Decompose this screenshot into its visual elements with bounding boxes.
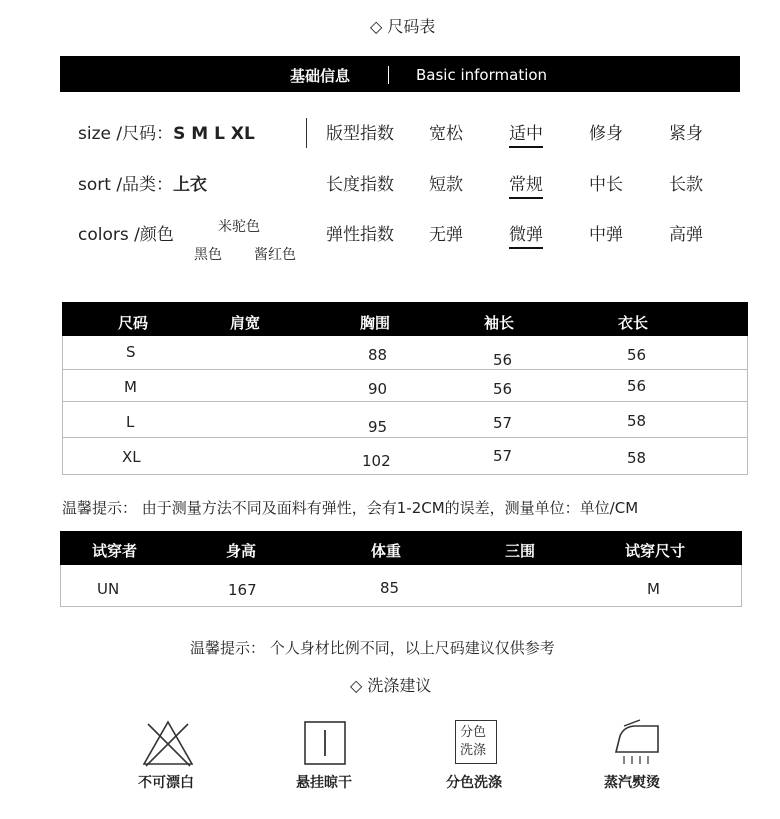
row-divider [62, 369, 748, 370]
fit-option: 紧身 [669, 124, 703, 144]
fit-option: 宽松 [429, 124, 463, 144]
length-option: 短款 [429, 175, 463, 195]
separate-wash-icon [455, 720, 497, 764]
table-cell: 56 [627, 377, 647, 395]
info-divider [306, 118, 307, 148]
table-cell: UN [97, 580, 120, 598]
header-length: 衣长 [618, 314, 649, 332]
care-label: 分色洗涤 [446, 775, 502, 791]
header-shoulder: 肩宽 [230, 314, 261, 332]
sort-info [78, 170, 207, 195]
basic-info-bar [60, 56, 740, 92]
basic-info-en: Basic information [416, 66, 548, 84]
elastic-option: 无弹 [429, 225, 463, 245]
sort-value: 上衣 [173, 175, 208, 195]
elastic-option: 高弹 [669, 225, 703, 245]
care-label: 不可漂白 [138, 775, 194, 791]
size-info [78, 119, 255, 144]
length-option: 长款 [669, 175, 703, 195]
length-index-label: 长度指数 [326, 175, 394, 195]
header-height: 身高 [226, 542, 257, 560]
table-cell: 57 [493, 447, 513, 465]
header-size: 尺码 [118, 314, 149, 332]
elastic-option: 中弹 [589, 225, 623, 245]
try-table-body [60, 565, 742, 607]
measurement-note: 温馨提示： 由于测量方法不同及面料有弹性，会有1-2CM的误差，测量单位：单位/CM [62, 499, 639, 517]
table-cell: 58 [627, 449, 647, 467]
table-cell: 88 [368, 346, 388, 364]
table-cell: 102 [362, 452, 391, 470]
table-cell: XL [122, 448, 141, 466]
try-table-header [60, 531, 742, 565]
fit-option: 修身 [589, 124, 623, 144]
header-try-size: 试穿尺寸 [625, 542, 686, 560]
header-weight: 体重 [371, 542, 402, 560]
row-divider [62, 437, 748, 438]
care-label: 蒸汽熨烫 [604, 775, 660, 791]
header-sleeve: 袖长 [484, 314, 515, 332]
size-table-header [62, 302, 748, 336]
hang-dry-icon [303, 720, 347, 766]
sort-label: sort /品类： [78, 175, 174, 195]
color-item: 米驼色 [218, 219, 260, 235]
body-proportion-note: 温馨提示： 个人身材比例不同，以上尺码建议仅供参考 [190, 639, 555, 657]
basic-info-divider [388, 66, 389, 84]
length-option: 中长 [589, 175, 623, 195]
table-cell: L [126, 413, 135, 431]
fit-index-label: 版型指数 [326, 124, 394, 144]
table-cell: 58 [627, 412, 647, 430]
no-bleach-icon [140, 718, 196, 768]
table-cell: M [124, 378, 137, 396]
table-cell: 167 [228, 581, 257, 599]
table-cell: S [126, 343, 136, 361]
elastic-option-selected: 微弹 [509, 220, 543, 249]
care-label: 悬挂晾干 [296, 775, 352, 791]
basic-info-zh: 基础信息 [290, 67, 351, 85]
size-value: S M L XL [173, 124, 255, 144]
elastic-index-label: 弹性指数 [326, 225, 394, 245]
table-cell: 56 [627, 346, 647, 364]
table-cell: 95 [368, 418, 388, 436]
colors-label: colors /颜色 [78, 225, 174, 245]
header-measurements: 三围 [505, 542, 536, 560]
table-cell: 56 [493, 380, 513, 398]
size-chart-title: ◇ 尺码表 [370, 17, 436, 36]
table-cell: 57 [493, 414, 513, 432]
wash-title: ◇ 洗涤建议 [350, 676, 432, 695]
steam-iron-icon [610, 716, 666, 766]
header-chest: 胸围 [360, 314, 391, 332]
table-cell: 85 [380, 579, 400, 597]
separate-wash-icon-text: 分色 [460, 725, 487, 740]
color-item: 酱红色 [254, 247, 296, 263]
separate-wash-icon-text: 洗涤 [460, 743, 487, 758]
header-tester: 试穿者 [92, 542, 138, 560]
color-item: 黑色 [194, 247, 222, 263]
size-label: size /尺码： [78, 124, 174, 144]
table-cell: 90 [368, 380, 388, 398]
table-cell: 56 [493, 351, 513, 369]
fit-option-selected: 适中 [509, 119, 543, 148]
row-divider [62, 401, 748, 402]
length-option-selected: 常规 [509, 170, 543, 199]
table-cell: M [647, 580, 660, 598]
